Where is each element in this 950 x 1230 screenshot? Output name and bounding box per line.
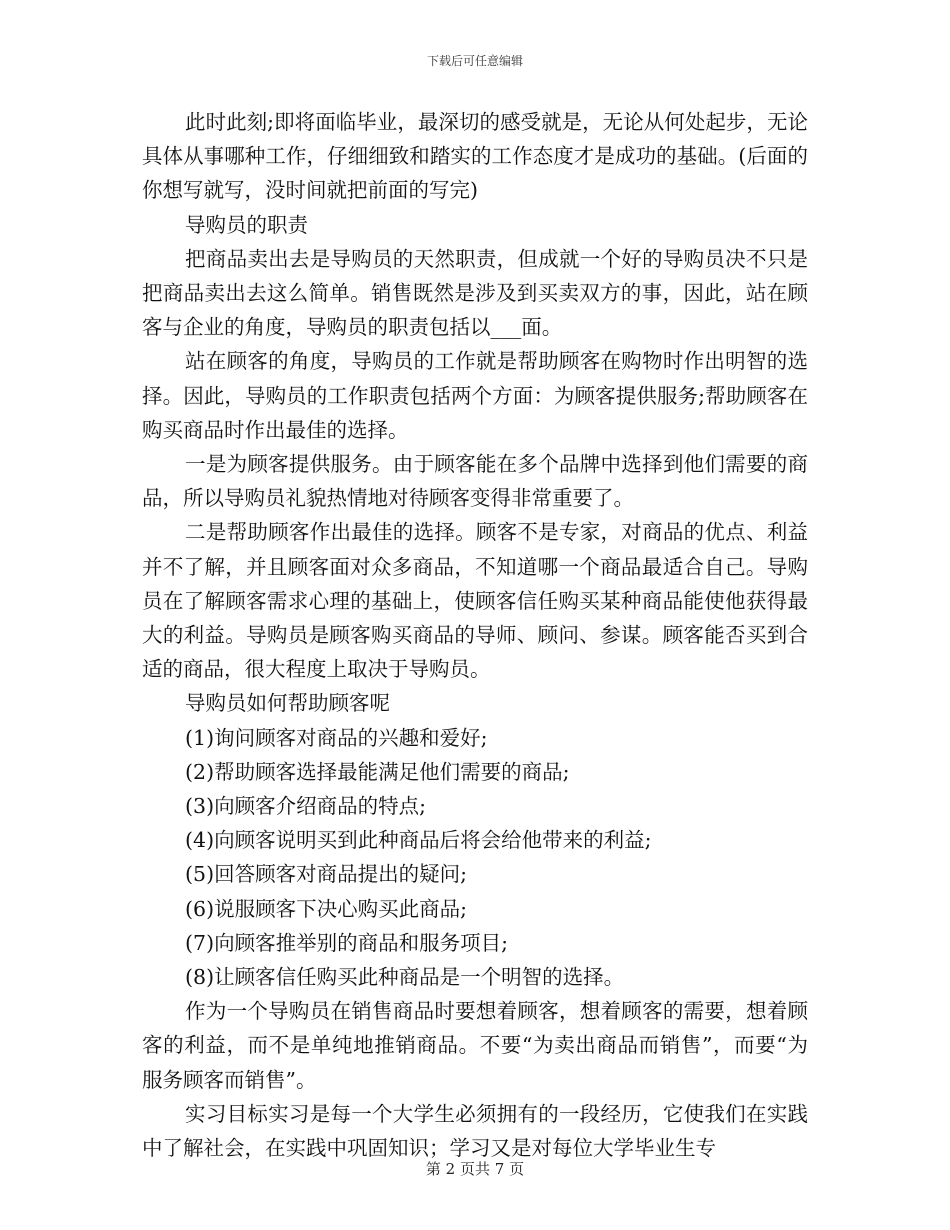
document-body (142, 105, 808, 1165)
paragraph-customer-focus: 作为一个导购员在销售商品时要想着顾客，想着顾客的需要，想着顾客的利益，而不是单纯地推销商品。不要“为卖出商品而销售”，而要“为服务顾客而销售”。 (142, 999, 808, 1092)
list-item: (7)向顾客推举别的商品和服务项目; (185, 930, 508, 955)
paragraph-customer-perspective: 站在顾客的角度，导购员的工作就是帮助顾客在购物时作出明智的选择。因此，导购员的工作职责包括两个方面：为顾客提供服务;帮助顾客在购买商品时作出最佳的选择。 (142, 349, 808, 442)
paragraph-graduation-reflection: 此时此刻;即将面临毕业，最深切的感受就是，无论从何处起步，无论具体从事哪种工作，仔细细致和踏实的工作态度才是成功的基础。(后面的你想写就写，没时间就把前面的写完) (142, 110, 808, 203)
list-item: (4)向顾客说明买到此种商品后将会给他带来的利益; (185, 828, 652, 853)
paragraph-best-choice: 二是帮助顾客作出最佳的选择。顾客不是专家，对商品的优点、利益并不了解，并且顾客面对众多商品，不知道哪一个商品最适合自己。导购员在了解顾客需求心理的基础上，使顾客信任购买某种商品能使他获得最大的利益。导购员是顾客购买商品的导师、顾问、参谋。顾客能否买到合适的商品，很大程度上取决于导购员。 (142, 520, 808, 682)
list-item: (5)回答顾客对商品提出的疑问; (185, 862, 467, 887)
section-heading-how-to-help: 导购员如何帮助顾客呢 (185, 691, 391, 716)
list-item: (3)向顾客介绍商品的特点; (185, 794, 426, 819)
paragraph-selling-duty: 把商品卖出去是导购员的天然职责，但成就一个好的导购员决不只是把商品卖出去这么简单。销售既然是涉及到买卖双方的事，因此，站在顾客与企业的角度，导购员的职责包括以___面。 (142, 246, 808, 340)
list-item: (1)询问顾客对商品的兴趣和爱好; (185, 725, 488, 750)
section-heading-duties: 导购员的职责 (185, 212, 309, 237)
list-item: (2)帮助顾客选择最能满足他们需要的商品; (185, 759, 570, 784)
paragraph-internship-goal: 实习目标实习是每一个大学生必须拥有的一段经历，它使我们在实践中了解社会，在实践中巩固知识；学习又是对每位大学毕业生专 (142, 1101, 808, 1161)
list-item: (6)说服顾客下决心购买此商品; (185, 896, 467, 921)
list-item: (8)让顾客信任购买此种商品是一个明智的选择。 (185, 965, 625, 990)
paragraph-provide-service: 一是为顾客提供服务。由于顾客能在多个品牌中选择到他们需要的商品，所以导购员礼貌热情地对待顾客变得非常重要了。 (142, 452, 808, 511)
page-header-note: 下载后可任意编辑 (426, 54, 523, 68)
page-number-footer: 第 2 页共 7 页 (425, 1160, 525, 1178)
